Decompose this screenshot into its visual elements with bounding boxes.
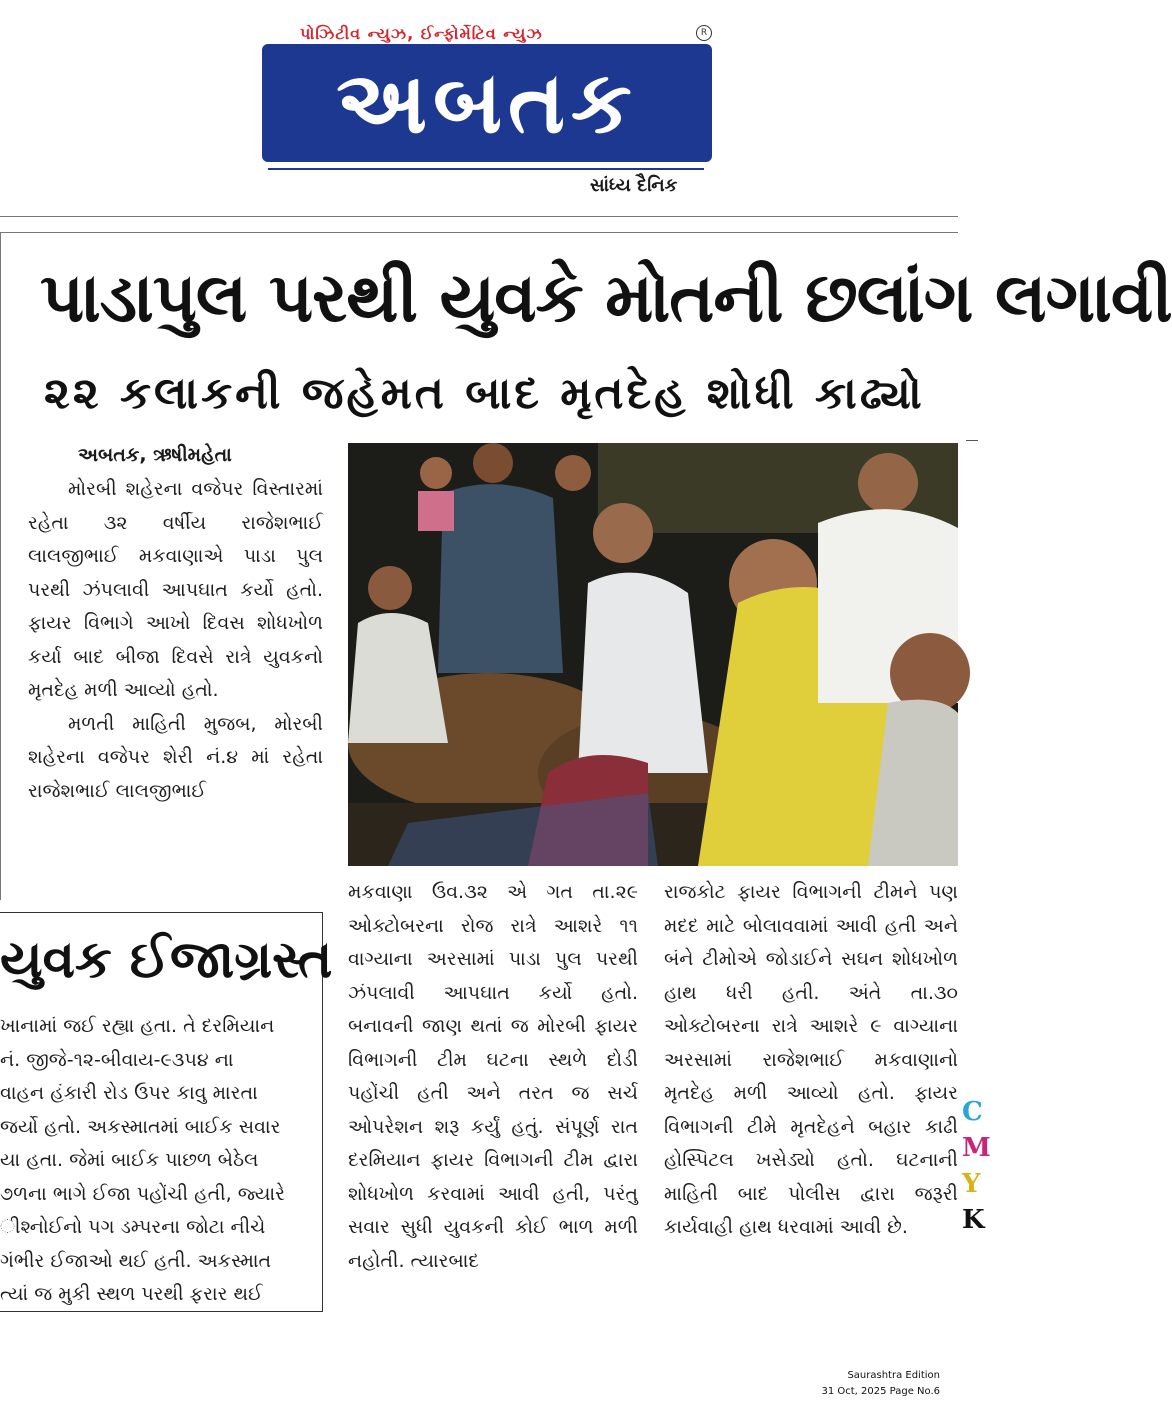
story-column-2: મકવાણા ઉવ.૩૨ એ ગત તા.૨૯ ઓક્ટોબરના રોજ રાત્રે આશરે ૧૧ વાગ્યાના અરસામાં પાડા પુલ પરથી ઝંપલાવી આપઘાત કર્યો હતો. બનાવની જાણ થતાં જ મોરબી ફાયર વિભાગની ટીમ ઘટના સ્થળે દોડી પહોંચી હતી અને તરત જ સર્ચ ઓપરેશન શરૂ કર્યું હતું. સંપૂર્ણ રાત દરમિયાન ફાયર વિભાગની ટીમ દ્વારા શોધખોળ કરવામાં આવી હતી, પરંતુ સવાર સુધી યુવકની કોઈ ભાળ મળી નહોતી. ત્યારબાદ	[348, 881, 638, 1272]
second-story-line: જર્યો હતો. અકસ્માતમાં બાઈક સવાર	[0, 1115, 281, 1138]
story-column-1	[28, 473, 323, 883]
cmyk-letter-k: K	[962, 1205, 985, 1235]
newspaper-logo: અબતક	[262, 44, 712, 162]
second-story-line: ખાનામાં જઈ રહ્યા હતા. તે દરમિયાન	[0, 1015, 275, 1037]
second-story-line: ગંભીર ઈજાઓ થઈ હતી. અકસ્માત	[0, 1249, 272, 1272]
masthead-rule	[268, 168, 704, 170]
news-photo-illustration	[348, 443, 958, 866]
second-story-column	[0, 1010, 320, 1305]
page-info: 31 Oct, 2025 Page No.6	[821, 1386, 940, 1397]
right-margin-tick	[966, 440, 978, 441]
main-subheadline: ૨૨ કલાકની જહેમત બાદ મૃતદેહ શોધી કાઢ્યો	[44, 368, 925, 419]
cmyk-letter-c: C	[962, 1097, 983, 1127]
second-story-line: ીશ્નોઈનો પગ ડમ્પરના જોટા નીચે	[0, 1216, 266, 1238]
news-photo	[348, 443, 958, 866]
second-story-line: યા હતા. જેમાં બાઈક પાછળ બેઠેલ	[0, 1149, 259, 1171]
main-headline: પાડાપુલ પરથી યુવકે મોતની છલાંગ લગાવી	[40, 259, 1172, 338]
cmyk-letter-m: M	[962, 1133, 991, 1163]
story-column-3: રાજકોટ ફાયર વિભાગની ટીમને પણ મદદ માટે બોલાવવામાં આવી હતી અને બંને ટીમોએ જોડાઈને સઘન શોધખોળ હાથ ધરી હતી. અંતે તા.૩૦ ઓક્ટોબરના રાત્રે આશરે ૯ વાગ્યાના અરસામાં રાજેશભાઈ મકવાણાનો મૃતદેહ મળી આવ્યો હતો. ફાયર વિભાગની ટીમે મૃતદેહને બહાર કાઢી હોસ્પિટલ ખસેડ્યો હતો. ઘટનાની માહિતી બાદ પોલીસ દ્વારા જરૂરી કાર્યવાહી હાથ ધરવામાં આવી છે.	[664, 881, 958, 1238]
second-story-headline: યુવક ઈજાગ્રસ્ત	[0, 930, 333, 990]
edition-label: Saurashtra Edition	[847, 1370, 940, 1381]
second-story-line: વાહન હંકારી રોડ ઉપર કાવુ મારતા	[0, 1082, 258, 1104]
masthead-subtitle: સાંધ્ય દૈનિક	[590, 175, 678, 196]
page-top-rule	[0, 216, 958, 217]
story-paragraph-1: મોરબી શહેરના વજેપર વિસ્તારમાં રહેતા ૩૨ વર્ષીય રાજેશભાઈ લાલજીભાઈ મકવાણાએ પાડા પુલ પરથી ઝંપલાવી આપઘાત કર્યો હતો. ફાયર વિભાગે આખો દિવસ શોધખોળ કર્યા બાદ બીજા દિવસે રાત્રે યુવકનો મૃતદેહ મળી આવ્યો હતો.	[28, 478, 323, 701]
masthead-tagline: પોઝિટીવ ન્યુઝ, ઈન્ફોર્મેટિવ ન્યુઝ	[300, 24, 543, 43]
story-paragraph-2: મળતી માહિતી મુજબ, મોરબી શહેરના વજેપર શેરી નં.૪ માં રહેતા રાજેશભાઈ લાલજીભાઈ	[28, 712, 323, 802]
second-story-line: ત્યાં જ મુકી સ્થળ પરથી ફરાર થઈ	[0, 1283, 263, 1305]
registered-mark: R	[696, 25, 712, 41]
story-frame-top	[0, 232, 958, 233]
cmyk-letter-y: Y	[962, 1169, 981, 1199]
second-story-line: નં. જીજે-૧૨-બીવાય-૯૩૫૪ ના	[0, 1048, 234, 1071]
byline: અબતક, ઋષીમહેતા	[78, 444, 232, 466]
story-frame-left	[0, 232, 1, 900]
second-story-line: ૭ળના ભાગે ઈજા પહોંચી હતી, જ્યારે	[0, 1182, 285, 1205]
